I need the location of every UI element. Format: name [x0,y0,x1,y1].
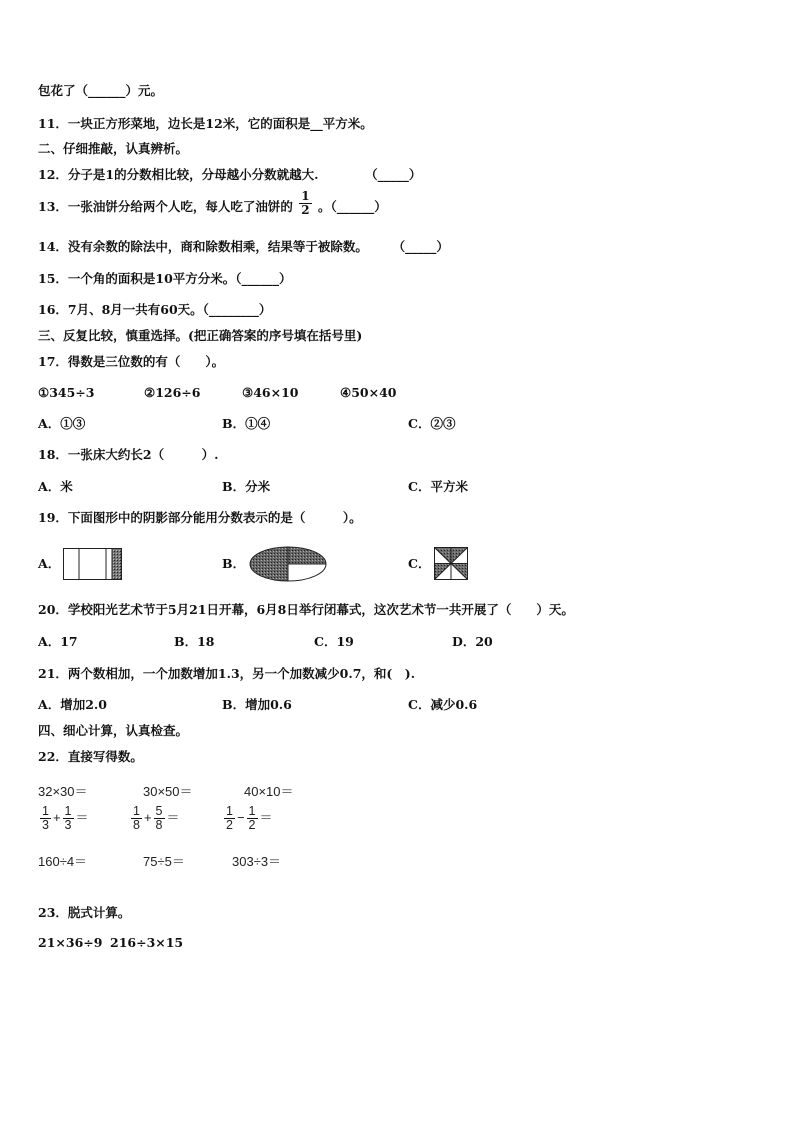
question-11: 11．一块正方形菜地，边长是12米，它的面积是__平方米。 [38,116,373,131]
q19-figure-c-square [434,547,469,581]
question-14 [38,239,449,255]
fraction: $\frac{1}{3}$ [42,804,49,832]
q21-option-a[interactable]: A．增加2.0 [38,697,107,712]
question-22-stem: 22．直接写得数。 [38,749,143,764]
question-12 [38,167,421,183]
question-23-stem: 23．脱式计算。 [38,905,131,920]
section-2-heading: 二、仔细推敲，认真辨析。 [38,141,189,156]
fraction: $\frac{1}{2}$ [248,804,256,832]
question-13-fraction [299,190,311,217]
fraction: $\frac{5}{8}$ [155,804,163,832]
question-20-stem: 20．学校阳光艺术节于5月21日开幕，6月8日举行闭幕式，这次艺术节一共开展了（ ）天。 [38,602,574,617]
section-4-heading: 四、细心计算，认真检查。 [38,723,189,738]
q20-option-a[interactable]: A．17 [38,634,78,649]
fraction: $\frac{1}{8}$ [133,804,140,832]
question-19-stem: 19．下面图形中的阴影部分能用分数表示的是（ ）。 [38,510,362,525]
q23-item-2: 216÷3×15 [110,935,184,950]
q22-calc-7: 160÷4＝ [38,854,88,869]
question-14-text: 14．没有余数的除法中，商和除数相乘，结果等于被除数。 [38,239,368,254]
question-12-answer-blank[interactable]: （_____） [365,167,422,182]
q20-option-d[interactable]: D．20 [452,634,493,649]
q17-option-c[interactable]: C．②③ [408,416,456,431]
section-3-heading: 三、反复比较，慎重选择。(把正确答案的序号填在括号里) [38,328,363,343]
q17-item-3: ③46×10 [242,385,299,400]
q21-option-c[interactable]: C．减少0.6 [408,697,478,712]
q19-option-c[interactable]: C． [408,556,431,571]
q19-figure-a-rectangle [63,548,123,581]
q17-option-b[interactable]: B．①④ [222,416,271,431]
question-16: 16．7月、8月一共有60天。（________） [38,302,272,317]
previous-question-tail: 包花了（______）元。 [38,83,164,98]
question-12-text: 12．分子是1的分数相比较，分母越小分数就越大. [38,167,319,182]
question-18-stem: 18．一张床大约长2（ ）. [38,447,219,462]
q22-fraction-calc-3: $\frac{1}{2}$ − $\frac{1}{2}$ ＝ [226,804,273,832]
fraction: $\frac{1}{2}$ [226,804,233,832]
question-13-text: 13．一张油饼分给两个人吃，每人吃了油饼的 [38,199,293,214]
q20-option-c[interactable]: C．19 [314,634,354,649]
q19-option-b[interactable]: B． [222,556,246,571]
q22-calc-2: 30×50＝ [143,784,193,799]
q18-option-b[interactable]: B．分米 [222,479,271,494]
q23-item-1: 21×36÷9 [38,935,103,950]
q17-item-4: ④50×40 [340,385,397,400]
question-21-stem: 21．两个数相加，一个加数增加1.3，另一个加数减少0.7，和( ). [38,666,416,681]
fraction-numerator: 1 [301,189,310,203]
q19-option-a[interactable]: A． [38,556,61,571]
q22-calc-9: 303÷3＝ [232,854,282,869]
question-15: 15．一个角的面积是10平方分米。（______） [38,271,292,286]
q22-fraction-calc-2: $\frac{1}{8}$ + $\frac{5}{8}$ ＝ [133,804,180,832]
q17-option-a[interactable]: A．①③ [38,416,86,431]
question-17-stem: 17．得数是三位数的有（ ）。 [38,354,225,369]
fraction-denominator: 2 [301,203,310,217]
q18-option-a[interactable]: A．米 [38,479,73,494]
q18-option-c[interactable]: C．平方米 [408,479,468,494]
q19-figure-b-ellipse [249,546,327,582]
question-13-answer-blank[interactable]: 。（______） [317,199,387,214]
q17-item-1: ①345÷3 [38,385,95,400]
q17-item-2: ②126÷6 [144,385,201,400]
q22-calc-1: 32×30＝ [38,784,88,799]
question-14-answer-blank[interactable]: （_____） [392,239,449,254]
q22-calc-8: 75÷5＝ [143,854,185,869]
question-13 [38,189,387,217]
q22-calc-3: 40×10＝ [244,784,294,799]
q22-fraction-calc-1: $\frac{1}{3}$ + $\frac{1}{3}$ ＝ [42,804,89,832]
q21-option-b[interactable]: B．增加0.6 [222,697,292,712]
fraction: $\frac{1}{3}$ [64,804,72,832]
q20-option-b[interactable]: B．18 [174,634,215,649]
